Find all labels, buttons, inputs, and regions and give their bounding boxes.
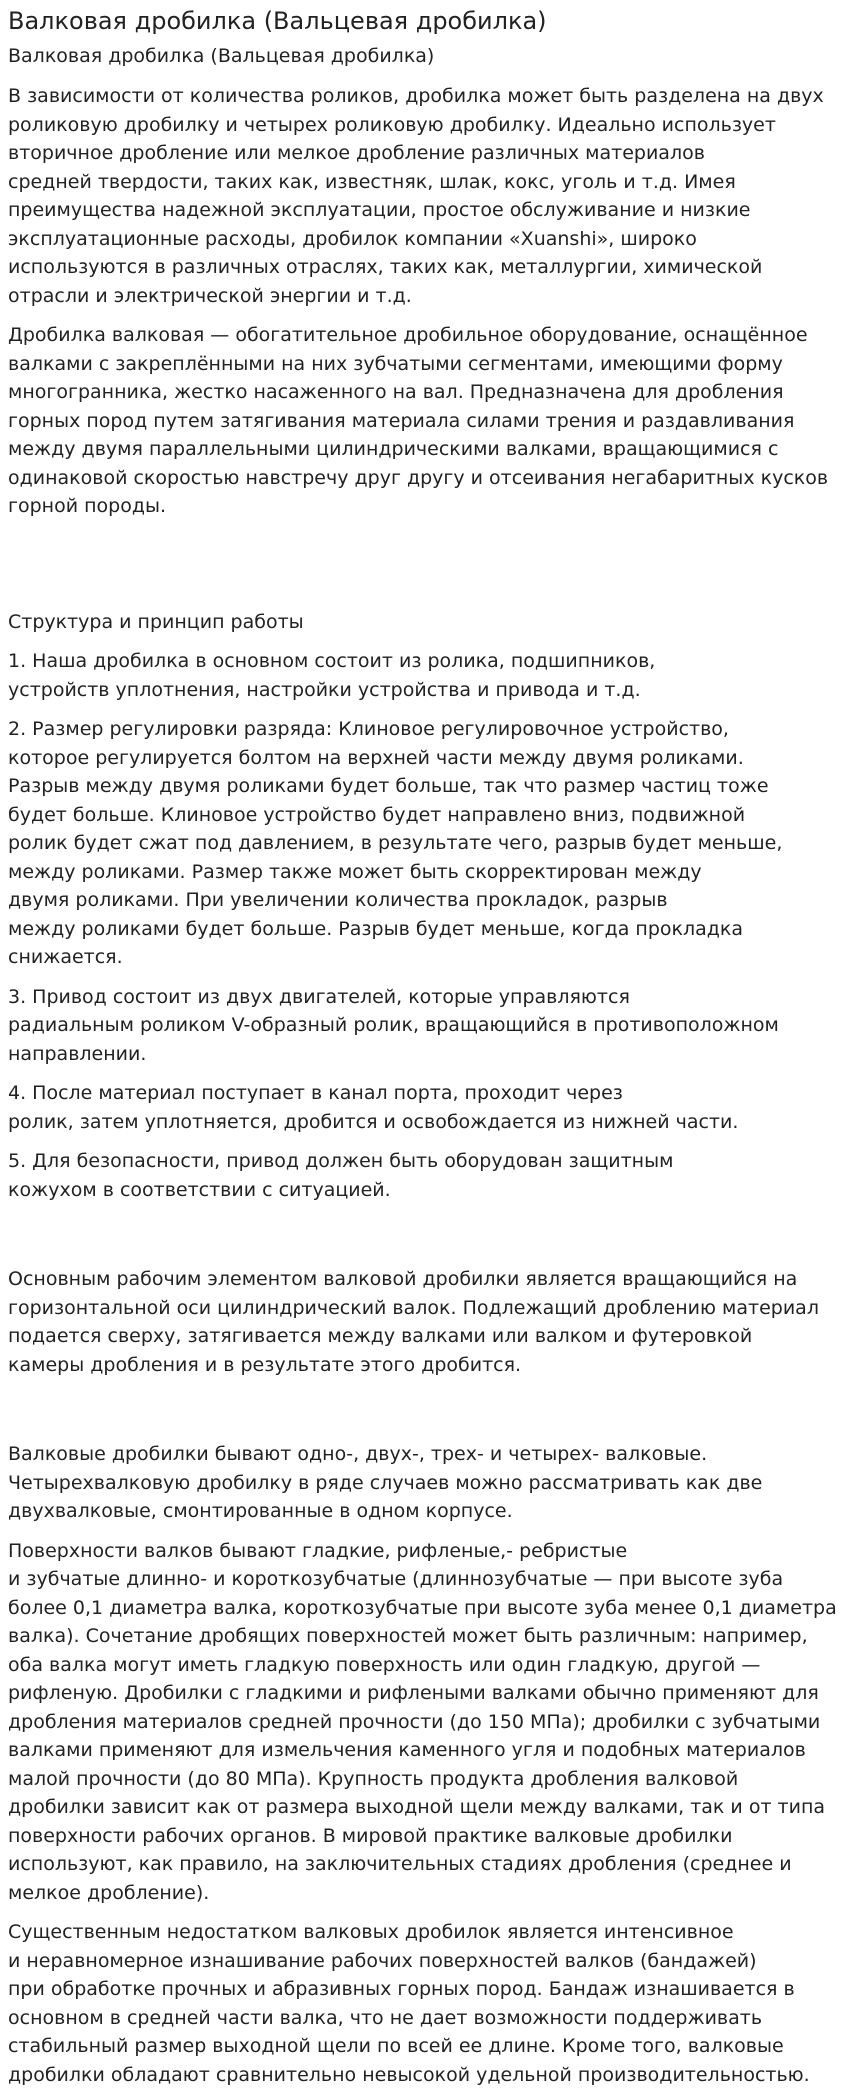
structure-list [8, 647, 839, 1204]
intro-paragraph-2: Дробилка валковая — обогатительное дробильное оборудование, оснащённое валками с закреплёнными на них зубчатыми сегментами, имеющими форму многогранника, жестко насаженного на вал. Предназначена для дробления горных пород путем затягивания материала силами трения и раздавливания между двумя параллельными цилиндрическими валками, вращающимися с одинаковой скоростью навстречу друг другу и отсеивания негабаритных кусков горной породы. [8, 324, 829, 517]
structure-item-5: 5. Для безопасности, привод должен быть оборудован защитным кожухом в соответствии с ситуацией. [8, 1150, 674, 1201]
types-paragraph-3: Существенным недостатком валковых дробилок является интенсивное и неравномерное изнашивание рабочих поверхностей валков (бандажей) при обработке прочных и абразивных горных пород. Бандаж изнашивается в основном в средней части валка, что не дает возможности поддерживать стабильный размер выходной щели по всей ее длине. Кроме того, валковые дробилки обладают сравнительно невысокой удельной производительностью. [8, 1921, 810, 2086]
structure-item-1: 1. Наша дробилка в основном состоит из ролика, подшипников, устройств уплотнения, настройки устройства и привода и т.д. [8, 650, 656, 701]
working-element-paragraph: Основным рабочим элементом валковой дробилки является вращающийся на горизонтальной оси цилиндрический валок. Подлежащий дроблению материал подается сверху, затягивается между валками или валком и футеровкой камеры дробления и в результате этого дробится. [8, 1268, 819, 1376]
structure-item-3: 3. Привод состоит из двух двигателей, которые управляются радиальным роликом V-образный ролик, вращающийся в противоположном направлении. [8, 985, 779, 1065]
intro-paragraph-1: В зависимости от количества роликов, дробилка может быть разделена на двух роликовую дробилку и четырех роликовую дробилку. Идеально использует вторичное дробление или мелкое дробление различных материалов средней твердости, таких как, известняк, шлак, кокс, уголь и т.д. Имея преимущества надежной эксплуатации, простое обслуживание и низкие эксплуатационные расходы, дробилок компании «Xuanshi», широко используются в различных отраслях, таких как, металлургии, химической отрасли и электрической энергии и т.д. [8, 85, 824, 307]
page-title: Валковая дробилка (Вальцевая дробилка) [8, 7, 547, 35]
page-subtitle: Валковая дробилка (Вальцевая дробилка) [8, 45, 435, 67]
structure-heading: Структура и принцип работы [8, 610, 304, 633]
structure-item-4: 4. После материал поступает в канал порта, проходит через ролик, затем уплотняется, дробится и освобождается из нижней части. [8, 1082, 739, 1133]
types-paragraph-1: Валковые дробилки бывают одно-, двух-, трех- и четырех- валковые. Четырехвалковую дробилку в ряде случаев можно рассматривать как две двухвалковые, смонтированные в одном корпусе. [8, 1443, 763, 1522]
spacer [8, 1215, 839, 1265]
structure-item-2: 2. Размер регулировки разряда: Клиновое регулировочное устройство, которое регулируется болтом на верхней части между двумя роликами. Разрыв между двумя роликами будет больше, так что размер частиц тоже будет больше. Клиновое устройство будет направлено вниз, подвижной ролик будет сжат под давлением, в результате чего, разрыв будет меньше, между роликами. Размер также может быть скорректирован между двумя роликами. При увеличении количества прокладок, разрыв между роликами будет больше. Разрыв будет меньше, когда прокладка снижается. [8, 718, 783, 968]
spacer [8, 1390, 839, 1440]
spacer [8, 532, 839, 608]
types-paragraph-2: Поверхности валков бывают гладкие, рифленые,- ребристые и зубчатые длинно- и короткозубчатые (длиннозубчатые — при высоте зуба более 0,1 диаметра валка, короткозубчатые при высоте зуба менее 0,1 диаметра валка). Сочетание дробящих поверхностей может быть различным: например, оба валка могут иметь гладкую поверхность или один гладкую, другой — рифленую. Дробилки с гладкими и рифлеными валками обычно применяют для дробления материалов средней прочности (до 150 МПа); дробилки с зубчатыми валками применяют для измельчения каменного угля и подобных материалов малой прочности (до 80 МПа). Крупность продукта дробления валковой дробилки зависит как от размера выходной щели между валками, так и от типа поверхности рабочих органов. В мировой практике валковые дробилки используют, как правило, на заключительных стадиях дробления (среднее и мелкое дробление). [8, 1539, 837, 1904]
